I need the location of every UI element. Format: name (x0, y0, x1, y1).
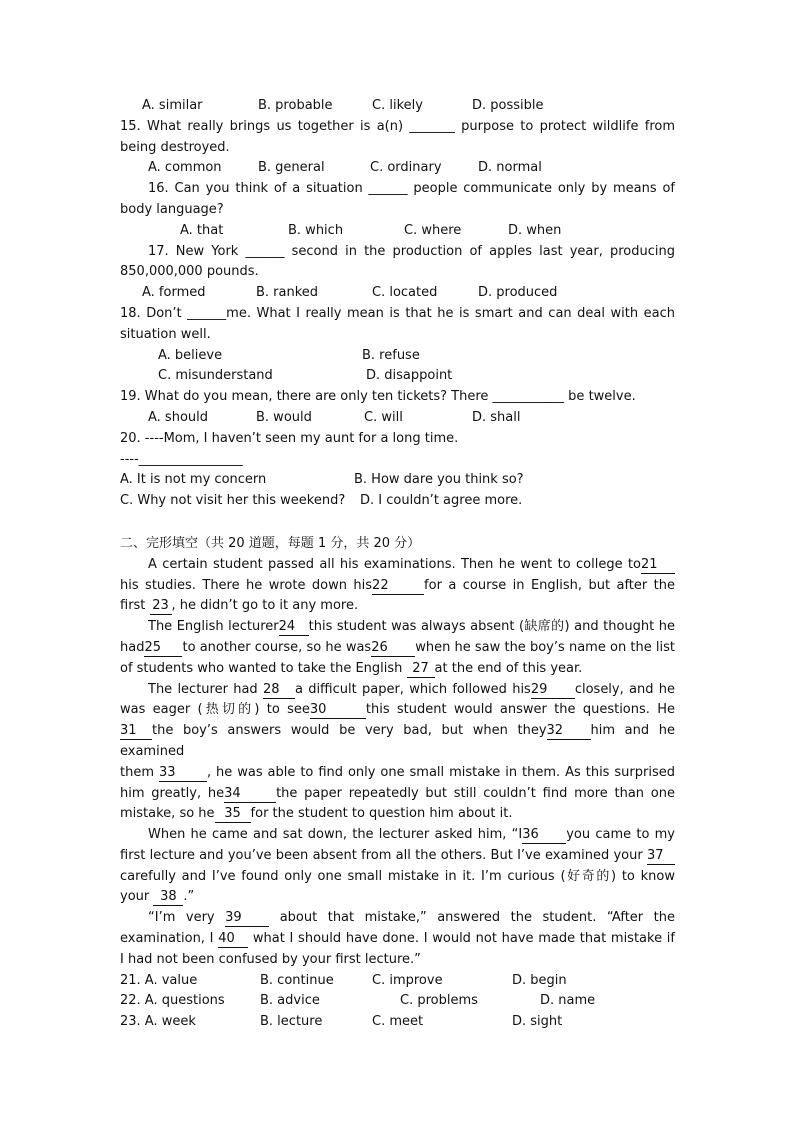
blank-29: 29 (531, 682, 575, 699)
passage-line: When he came and sat down, the lecturer asked him, “I36 you came to my (148, 827, 675, 843)
blank-22: 22 (372, 578, 424, 595)
passage-line: carefully and I’ve found only one small mistake in it. I’m curious (好奇的) to know (120, 868, 675, 884)
passage-line: The English lecturer24 this student was always absent (缺席的) and thought he (148, 619, 675, 635)
q23-option-b: B. lecture (260, 1014, 323, 1030)
q14-options (120, 96, 675, 117)
q22-option-d: D. name (540, 993, 596, 1009)
blank-25: 25 (144, 640, 182, 657)
passage-line: A certain student passed all his examinations. Then he went to college to21 (120, 555, 675, 576)
passage-line: first lecture and you’ve been absent from all the others. But I’ve examined your 37 (120, 846, 675, 867)
blank-36: 36 (522, 827, 566, 844)
q15-option-d: D. normal (478, 160, 542, 176)
q18-stem: 18. Don’t ______me. What I really mean is that he is smart and can deal with each (120, 305, 675, 321)
q15-option-a: A. common (148, 160, 222, 176)
q17-option-c: C. located (372, 285, 438, 301)
section-title: 二、完形填空（共 20 道题，每题 1 分，共 20 分） (120, 535, 421, 551)
q20-option-a: A. It is not my concern (120, 472, 267, 488)
q14-option-c: C. likely (372, 98, 423, 113)
q21-option-b: B. continue (260, 972, 334, 988)
passage-line: 31 the boy’s answers would be very bad, but when they32 him and he examined (120, 723, 675, 759)
passage-line: was eager (热切的) to see30 this student would answer the questions. He (120, 702, 675, 718)
q15-options (120, 158, 675, 179)
q16-option-a: A. that (180, 222, 224, 238)
q23-options (120, 1012, 675, 1033)
q17-stem: 17. New York ______ second in the production of apples last year, producing (148, 243, 675, 259)
q19-option-b: B. would (256, 409, 312, 425)
q16-stem-cont: body language? (120, 201, 224, 217)
passage-line: his studies. There he wrote down his22 for a course in English, but after the (120, 577, 676, 593)
blank-26: 26 (371, 640, 415, 657)
q23-option-d: D. sight (512, 1014, 563, 1030)
q20-options-ab (120, 470, 675, 491)
blank-32: 32 (547, 723, 591, 740)
exam-page (120, 96, 675, 1033)
q19-option-d: D. shall (472, 409, 521, 425)
passage-line: first 23 , he didn’t go to it any more. (120, 598, 359, 614)
q22-options (120, 991, 675, 1012)
blank-39: 39 (225, 910, 269, 927)
q14-option-d: D. possible (472, 98, 544, 113)
passage-line: of students who wanted to take the English 27 at the end of this year. (120, 660, 583, 676)
q18-option-d: D. disappoint (366, 368, 453, 384)
q19-option-a: A. should (148, 409, 208, 425)
q17-stem-cont: 850,000,000 pounds. (120, 264, 259, 280)
q18-option-c: C. misunderstand (158, 368, 273, 384)
q19-options (120, 408, 675, 429)
q19-stem: 19. What do you mean, there are only ten tickets? There ___________ be twelve. (120, 389, 636, 405)
blank-37: 37 (647, 848, 675, 865)
q22-option-c: C. problems (400, 993, 478, 1009)
passage-line: your 38 .” (120, 889, 195, 905)
q15-option-b: B. general (258, 160, 325, 176)
q16-option-b: B. which (288, 222, 344, 238)
q16-option-c: C. where (404, 222, 462, 238)
q18-stem-cont: situation well. (120, 326, 211, 342)
passage-line: mistake, so he 35 for the student to question him about it. (120, 806, 513, 822)
q17-options (120, 283, 675, 304)
q21-options (120, 971, 675, 992)
blank-30: 30 (310, 702, 366, 719)
passage-line: had25 to another course, so he was26 when he saw the boy’s name on the list (120, 639, 676, 655)
passage-line: them 33 , he was able to find only one small mistake in them. As this surprised (120, 764, 675, 780)
q20-response: ----________________ (120, 451, 243, 467)
blank-35: 35 (215, 806, 251, 823)
q21-option-a: 21. A. value (120, 972, 198, 988)
q20-options-cd (120, 491, 675, 512)
passage-line: I had not been confused by your first lecture.” (120, 951, 421, 967)
passage-line: examination, I 40 what I should have done. I would not have made that mistake if (120, 931, 675, 947)
blank-31: 31 (120, 723, 152, 740)
q16-stem: 16. Can you think of a situation ______ people communicate only by means of (148, 181, 675, 197)
blank-33: 33 (159, 765, 207, 782)
q17-option-d: D. produced (478, 285, 558, 301)
blank-23: 23 (150, 598, 172, 615)
q20-option-c: C. Why not visit her this weekend? (120, 493, 346, 509)
q15-stem: 15. What really brings us together is a(n) _______ purpose to protect wildlife from (120, 118, 675, 134)
q15-option-c: C. ordinary (370, 160, 442, 176)
blank-28: 28 (263, 682, 295, 699)
blank-34: 34 (224, 786, 276, 803)
blank-21: 21 (641, 557, 675, 574)
q17-option-a: A. formed (142, 285, 206, 301)
q21-option-d: D. begin (512, 972, 567, 988)
blank-40: 40 (218, 931, 248, 948)
q18-options-cd (120, 366, 675, 387)
q17-option-b: B. ranked (256, 285, 319, 301)
q22-option-a: 22. A. questions (120, 993, 225, 1009)
q16-option-d: D. when (508, 222, 562, 238)
blank-38: 38 (153, 889, 183, 906)
q20-option-d: D. I couldn’t agree more. (360, 493, 523, 509)
blank-27: 27 (407, 661, 435, 678)
passage-line: “I’m very 39 about that mistake,” answered the student. “After the (148, 910, 675, 926)
q14-option-a: A. similar (142, 98, 203, 113)
blank-24: 24 (279, 619, 309, 636)
q18-options-ab (120, 346, 675, 367)
passage-line: him greatly, he34 the paper repeatedly but still couldn’t find more than one (120, 785, 675, 801)
q16-options (120, 221, 675, 242)
q14-option-b: B. probable (258, 98, 333, 113)
q19-option-c: C. will (364, 409, 403, 425)
q18-option-a: A. believe (158, 347, 223, 363)
q20-option-b: B. How dare you think so? (354, 472, 524, 488)
q23-option-a: 23. A. week (120, 1014, 196, 1030)
q23-option-c: C. meet (372, 1014, 424, 1030)
q15-stem-cont: being destroyed. (120, 139, 230, 155)
q20-stem: 20. ----Mom, I haven’t seen my aunt for a long time. (120, 430, 459, 446)
passage-line: The lecturer had 28 a difficult paper, which followed his29 closely, and he (148, 681, 675, 697)
q21-option-c: C. improve (372, 972, 443, 988)
q18-option-b: B. refuse (362, 347, 420, 363)
q22-option-b: B. advice (260, 993, 320, 1009)
